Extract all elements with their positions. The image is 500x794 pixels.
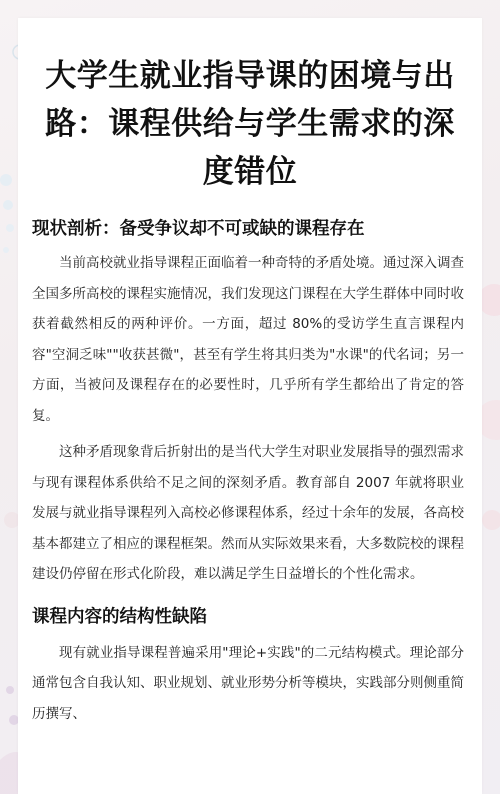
- document-page: [18, 18, 482, 794]
- article-title: 大学生就业指导课的困境与出路：课程供给与学生需求的深度错位: [45, 58, 455, 190]
- paragraph: 当前高校就业指导课程正面临着一种奇特的矛盾处境。通过深入调查全国多所高校的课程实施情况，我们发现这门课程在大学生群体中同时收获着截然相反的两种评价。一方面，超过 80%的受访学生直言课程内容"空洞乏味""收获甚微"，甚至有学生将其归类为"水课"的代名词；另一方面，当被问及课程存在的必要性时，几乎所有学生都给出了肯定的答复。: [32, 255, 464, 424]
- paragraph: 现有就业指导课程普遍采用"理论+实践"的二元结构模式。理论部分通常包含自我认知、职业规划、就业形势分析等模块，实践部分则侧重简历撰写、: [32, 644, 464, 722]
- section-heading: 现状剖析：备受争议却不可或缺的课程存在: [32, 219, 365, 239]
- section-status-analysis: [18, 216, 482, 590]
- section-heading: 课程内容的结构性缺陷: [32, 606, 207, 627]
- paragraph: 这种矛盾现象背后折射出的是当代大学生对职业发展指导的强烈需求与现有课程体系供给不足之间的深刻矛盾。教育部自 2007 年就将职业发展与就业指导课程列入高校必修课程体系，经过十余年的发展，各高校基本都建立了相应的课程框架。然而从实际效果来看，大多数院校的课程建设仍停留在形式化阶段，难以满足学生日益增长的个性化需求。: [32, 444, 464, 582]
- section-structural-defects: [18, 604, 482, 730]
